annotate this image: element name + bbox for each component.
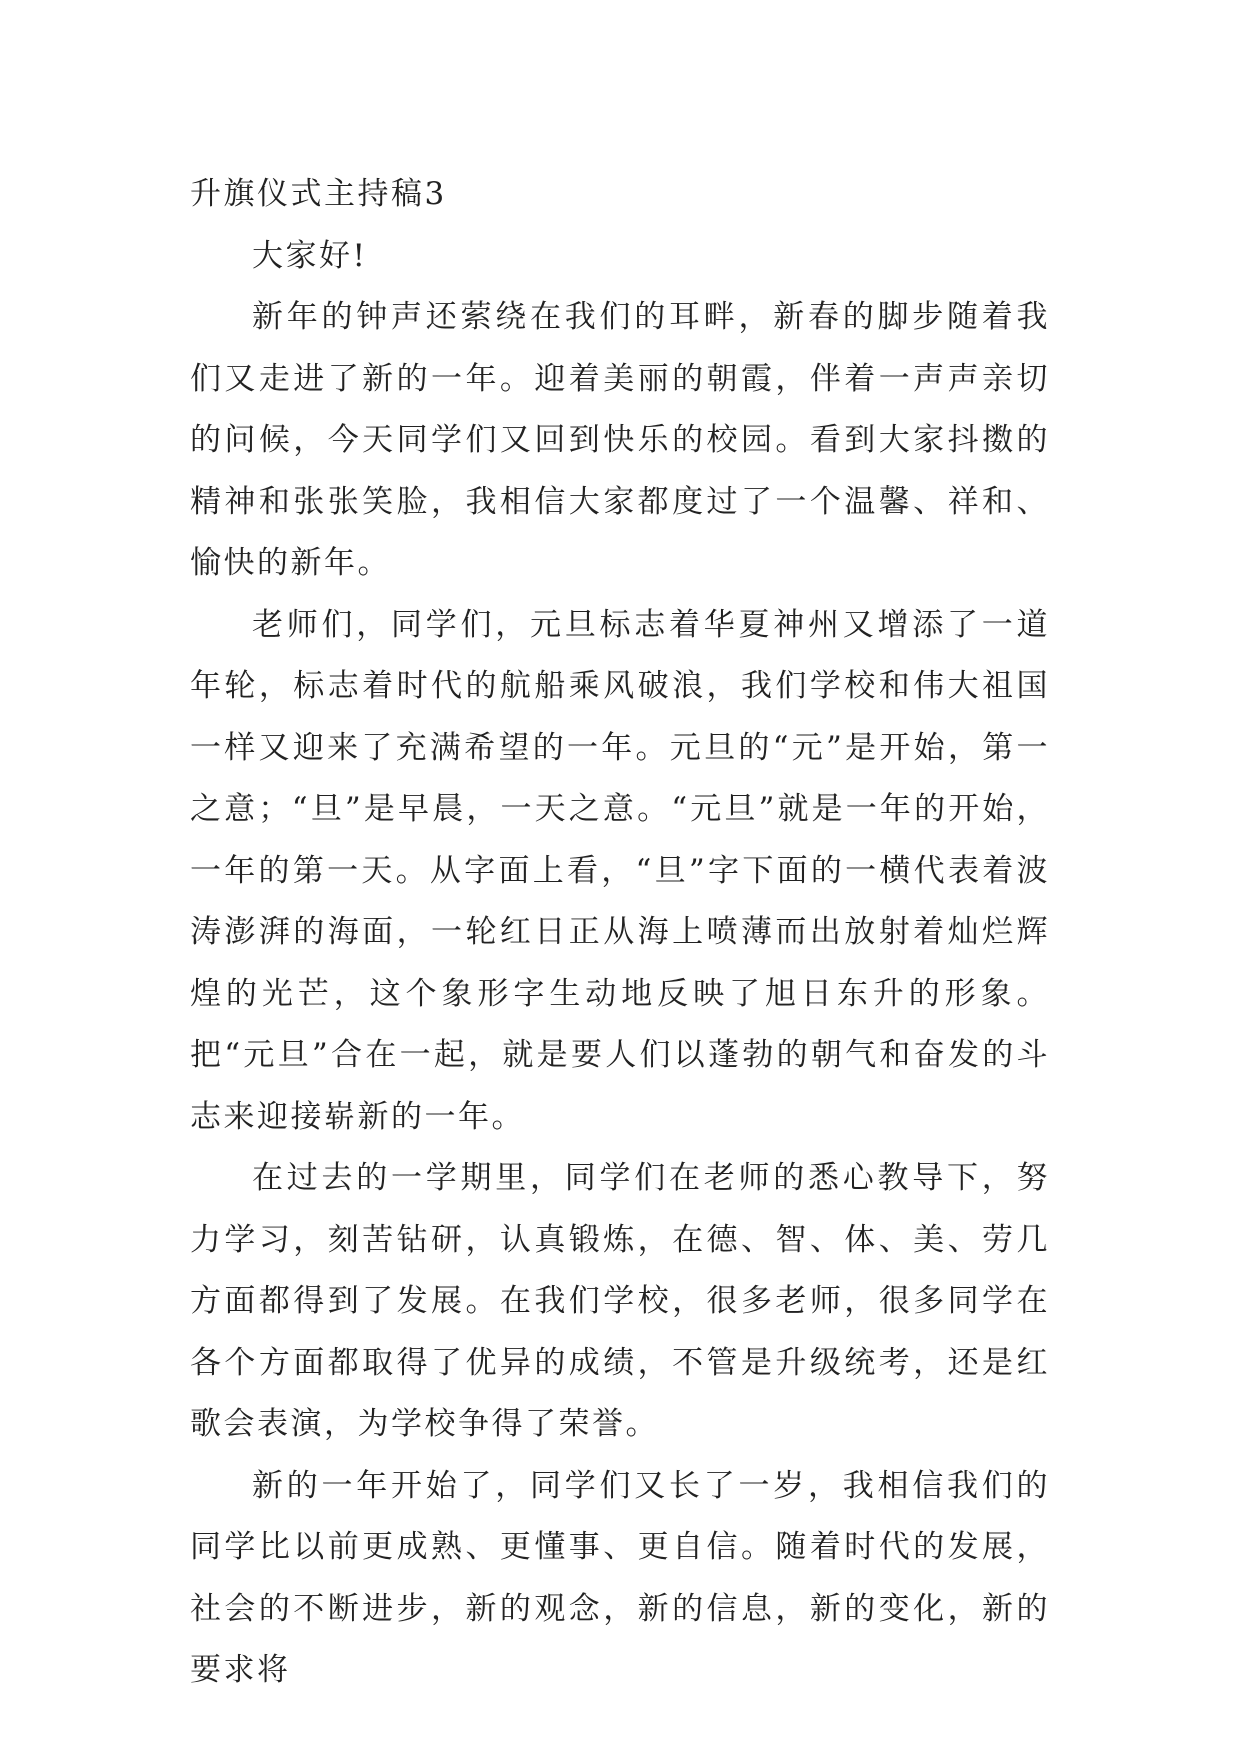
greeting: 大家好! bbox=[252, 237, 368, 274]
paragraph: 在过去的一学期里，同学们在老师的悉心教导下，努力学习，刻苦钻研，认真锻炼，在德、智、体、美、劳几方面都得到了发展。在我们学校，很多老师，很多同学在各个方面都取得了优异的成绩，不管是升级统考，还是红歌会表演，为学校争得了荣誉。 bbox=[190, 1160, 1050, 1442]
paragraph: 新的一年开始了，同学们又长了一岁，我相信我们的同学比以前更成熟、更懂事、更自信。随着时代的发展，社会的不断进步，新的观念，新的信息，新的变化，新的要求将 bbox=[190, 1467, 1050, 1688]
paragraph: 新年的钟声还萦绕在我们的耳畔，新春的脚步随着我们又走进了新的一年。迎着美丽的朝霞，伴着一声声亲切的问候，今天同学们又回到快乐的校园。看到大家抖擞的精神和张张笑脸，我相信大家都度过了一个温馨、祥和、愉快的新年。 bbox=[190, 299, 1050, 581]
paragraph: 老师们，同学们，元旦标志着华夏神州又增添了一道年轮，标志着时代的航船乘风破浪，我们学校和伟大祖国一样又迎来了充满希望的一年。元旦的“元”是开始，第一之意；“旦”是早晨，一天之意。“元旦”就是一年的开始，一年的第一天。从字面上看，“旦”字下面的一横代表着波涛澎湃的海面，一轮红日正从海上喷薄而出放射着灿烂辉煌的光芒，这个象形字生动地反映了旭日东升的形象。把“元旦”合在一起，就是要人们以蓬勃的朝气和奋发的斗志来迎接崭新的一年。 bbox=[190, 606, 1050, 1135]
document-title: 升旗仪式主持稿3 bbox=[190, 176, 447, 212]
document-body bbox=[190, 164, 1050, 1702]
